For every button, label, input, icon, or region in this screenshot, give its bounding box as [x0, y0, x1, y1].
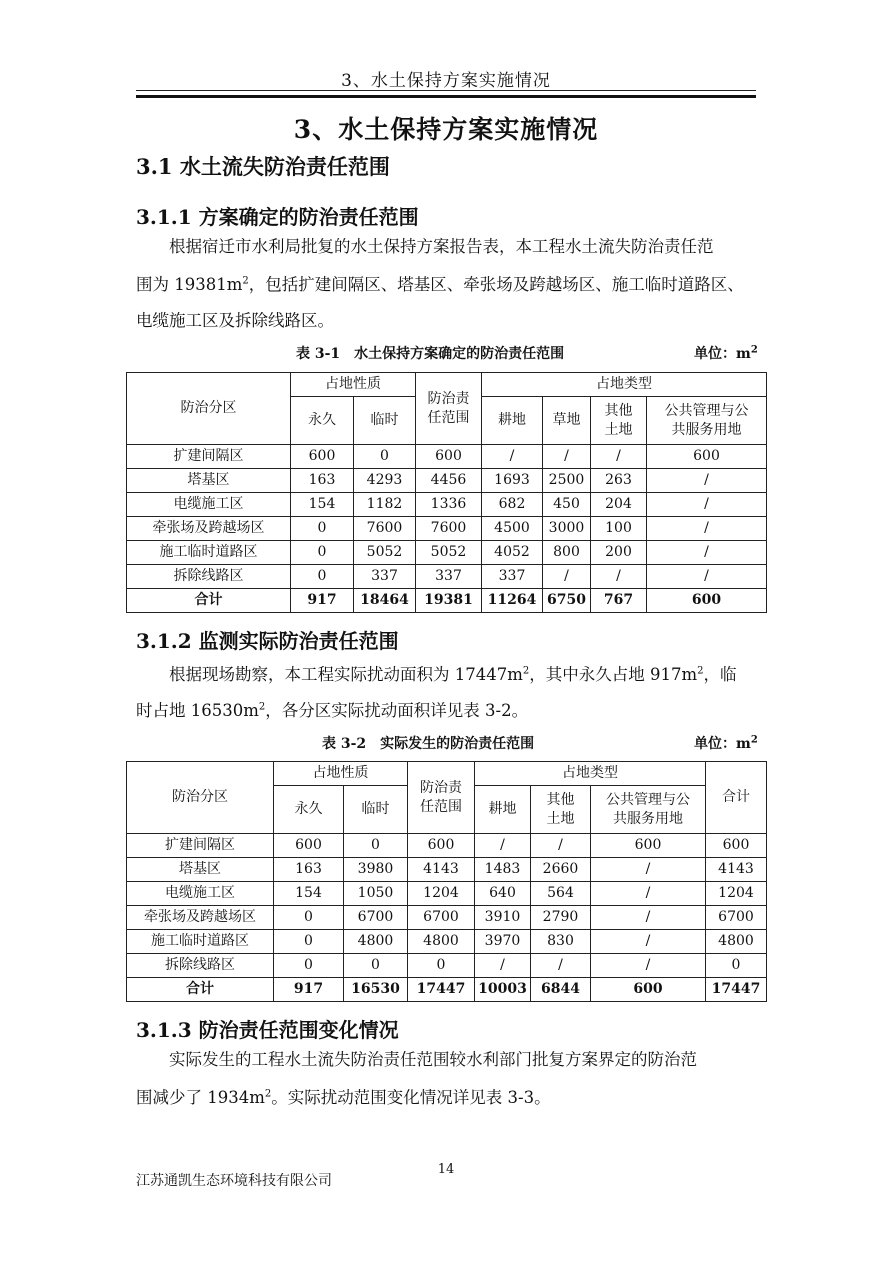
- table2-header-nature: 占地性质: [274, 762, 408, 786]
- table-cell: /: [543, 565, 591, 589]
- table-cell: 200: [591, 541, 647, 565]
- table-cell: 7600: [354, 517, 416, 541]
- table2-header-zone: 防治分区: [127, 762, 274, 834]
- table-row: [127, 565, 767, 589]
- table2: [126, 761, 767, 1002]
- table-cell: /: [591, 954, 706, 978]
- table-cell: /: [591, 930, 706, 954]
- table-total-row: [127, 978, 767, 1002]
- table1-header-permanent: 永久: [291, 397, 354, 445]
- table-cell: /: [591, 906, 706, 930]
- table-cell: 154: [291, 493, 354, 517]
- table-cell: 17447: [408, 978, 475, 1002]
- table-cell: 0: [274, 954, 344, 978]
- table-cell: /: [647, 469, 767, 493]
- table-cell: 6750: [543, 589, 591, 613]
- table-row: [127, 541, 767, 565]
- paragraph-3-1-2-line1: 根据现场勘察，本工程实际扰动面积为 $17447m^2$，其中永久占地 $917m^2$，临: [169, 665, 737, 684]
- table-row: [127, 469, 767, 493]
- table-cell: 4800: [344, 930, 408, 954]
- table1-header-nature: 占地性质: [291, 373, 416, 397]
- table-cell: 564: [531, 882, 591, 906]
- table1-header-temporary: 临时: [354, 397, 416, 445]
- table1-header-scope: 防治责 任范围: [416, 373, 482, 445]
- table1-header-landtype: 占地类型: [482, 373, 767, 397]
- table-cell: 600: [647, 445, 767, 469]
- header-rule-thick: [136, 95, 756, 98]
- table1-header-zone: 防治分区: [127, 373, 291, 445]
- paragraph-3-1-1-line1: 根据宿迁市水利局批复的水土保持方案报告表，本工程水土流失防治责任范: [169, 237, 714, 256]
- table-cell: /: [475, 954, 531, 978]
- table-cell: 4800: [706, 930, 767, 954]
- table-cell: 拆除线路区: [127, 954, 274, 978]
- table-cell: 6844: [531, 978, 591, 1002]
- table-cell: 600: [274, 834, 344, 858]
- table-cell: 施工临时道路区: [127, 930, 274, 954]
- table-cell: 6700: [408, 906, 475, 930]
- table2-unit: 单位：$m^2$: [694, 734, 758, 752]
- section-heading-3-1-1: 3.1.1 方案确定的防治责任范围: [136, 205, 419, 229]
- paragraph-3-1-3-line2: 围减少了 $1934m^2$。实际扰动范围变化情况详见表 3-3。: [136, 1088, 551, 1107]
- table-cell: 100: [591, 517, 647, 541]
- table-cell: 0: [274, 930, 344, 954]
- table-cell: 1483: [475, 858, 531, 882]
- table-total-row: [127, 589, 767, 613]
- section-heading-3-1-2: 3.1.2 监测实际防治责任范围: [136, 629, 399, 653]
- table-cell: 2790: [531, 906, 591, 930]
- table-row: [127, 445, 767, 469]
- table-cell: 0: [291, 517, 354, 541]
- table-cell: 163: [274, 858, 344, 882]
- table1-header-grassland: 草地: [543, 397, 591, 445]
- table-cell: 600: [416, 445, 482, 469]
- table-row: [127, 930, 767, 954]
- table-row: [127, 834, 767, 858]
- table1-unit: 单位：$m^2$: [694, 344, 758, 362]
- table-cell: 450: [543, 493, 591, 517]
- table-cell: 204: [591, 493, 647, 517]
- table-cell: 5052: [416, 541, 482, 565]
- table2-header-total: 合计: [706, 762, 767, 834]
- table-cell: 6700: [706, 906, 767, 930]
- table-cell: 16530: [344, 978, 408, 1002]
- table-cell: 6700: [344, 906, 408, 930]
- table1-header-other: 其他 土地: [591, 397, 647, 445]
- table-cell: 4500: [482, 517, 543, 541]
- table2-header-scope: 防治责 任范围: [408, 762, 475, 834]
- paragraph-3-1-1-line2: 围为 $19381m^2$，包括扩建间隔区、塔基区、牵张场及跨越场区、施工临时道路区、: [136, 275, 744, 294]
- table-cell: 5052: [354, 541, 416, 565]
- table-cell: 800: [543, 541, 591, 565]
- table-cell: 3970: [475, 930, 531, 954]
- table-cell: 电缆施工区: [127, 493, 291, 517]
- table-cell: 0: [408, 954, 475, 978]
- table-cell: 18464: [354, 589, 416, 613]
- table-cell: 牵张场及跨越场区: [127, 906, 274, 930]
- section-heading-3-1-3: 3.1.3 防治责任范围变化情况: [136, 1018, 399, 1042]
- table2-header-public: 公共管理与公 共服务用地: [591, 786, 706, 834]
- table-cell: 合计: [127, 589, 291, 613]
- table1-header-public: 公共管理与公 共服务用地: [647, 397, 767, 445]
- table-cell: 337: [416, 565, 482, 589]
- table-cell: 600: [647, 589, 767, 613]
- table-cell: 1182: [354, 493, 416, 517]
- table-row: [127, 906, 767, 930]
- table-cell: 11264: [482, 589, 543, 613]
- table-cell: 0: [291, 541, 354, 565]
- table-cell: 19381: [416, 589, 482, 613]
- table-cell: 3910: [475, 906, 531, 930]
- paragraph-3-1-3-line1: 实际发生的工程水土流失防治责任范围较水利部门批复方案界定的防治范: [169, 1050, 697, 1069]
- table-cell: /: [591, 445, 647, 469]
- table-cell: 263: [591, 469, 647, 493]
- running-header: 3、水土保持方案实施情况: [341, 71, 551, 91]
- table-cell: 拆除线路区: [127, 565, 291, 589]
- table-cell: 600: [591, 834, 706, 858]
- table2-header-permanent: 永久: [274, 786, 344, 834]
- table-cell: 917: [291, 589, 354, 613]
- table-cell: /: [647, 565, 767, 589]
- table-cell: 600: [591, 978, 706, 1002]
- table-cell: 2500: [543, 469, 591, 493]
- table-cell: 电缆施工区: [127, 882, 274, 906]
- table-cell: 0: [354, 445, 416, 469]
- paragraph-3-1-2-line2: 时占地 $16530m^2$，各分区实际扰动面积详见表 3-2。: [136, 701, 529, 720]
- table-cell: 3000: [543, 517, 591, 541]
- table-cell: 4456: [416, 469, 482, 493]
- table-cell: /: [482, 445, 543, 469]
- table-cell: 767: [591, 589, 647, 613]
- table2-header-other: 其他 土地: [531, 786, 591, 834]
- table-cell: 牵张场及跨越场区: [127, 517, 291, 541]
- table-cell: 3980: [344, 858, 408, 882]
- table-cell: 0: [291, 565, 354, 589]
- table-cell: 0: [344, 954, 408, 978]
- table2-header-farmland: 耕地: [475, 786, 531, 834]
- table-cell: /: [531, 834, 591, 858]
- table-cell: /: [591, 882, 706, 906]
- table-cell: 7600: [416, 517, 482, 541]
- table-cell: 合计: [127, 978, 274, 1002]
- table-cell: 600: [706, 834, 767, 858]
- table-cell: /: [647, 541, 767, 565]
- table-cell: 1204: [706, 882, 767, 906]
- table-row: [127, 858, 767, 882]
- table-cell: /: [647, 517, 767, 541]
- table-cell: 2660: [531, 858, 591, 882]
- table-cell: 337: [482, 565, 543, 589]
- table-cell: 830: [531, 930, 591, 954]
- table-cell: 600: [408, 834, 475, 858]
- page-number: 14: [437, 1162, 455, 1177]
- header-rule-thin: [136, 90, 756, 91]
- table-cell: /: [647, 493, 767, 517]
- table-cell: 10003: [475, 978, 531, 1002]
- table-cell: /: [475, 834, 531, 858]
- table-row: [127, 882, 767, 906]
- table-cell: 扩建间隔区: [127, 834, 274, 858]
- table-row: [127, 954, 767, 978]
- table-cell: 1693: [482, 469, 543, 493]
- table-cell: 4143: [408, 858, 475, 882]
- table-cell: 扩建间隔区: [127, 445, 291, 469]
- table-cell: 1336: [416, 493, 482, 517]
- table-cell: 640: [475, 882, 531, 906]
- table-cell: 154: [274, 882, 344, 906]
- table-cell: /: [591, 858, 706, 882]
- table-cell: 600: [291, 445, 354, 469]
- table2-caption: 表 3-2 实际发生的防治责任范围: [322, 736, 535, 752]
- table2-header-landtype: 占地类型: [475, 762, 706, 786]
- table-cell: 施工临时道路区: [127, 541, 291, 565]
- table-cell: 0: [706, 954, 767, 978]
- table1-header-farmland: 耕地: [482, 397, 543, 445]
- table-cell: 1050: [344, 882, 408, 906]
- table-cell: 1204: [408, 882, 475, 906]
- table-cell: 4052: [482, 541, 543, 565]
- table-cell: /: [591, 565, 647, 589]
- footer-company: 江苏通凯生态环境科技有限公司: [136, 1173, 332, 1189]
- section-heading-3-1: 3.1 水土流失防治责任范围: [136, 154, 390, 179]
- table-cell: /: [531, 954, 591, 978]
- table-cell: 337: [354, 565, 416, 589]
- table2-header-temporary: 临时: [344, 786, 408, 834]
- table1: [126, 372, 767, 613]
- table-cell: 塔基区: [127, 469, 291, 493]
- table-cell: /: [543, 445, 591, 469]
- table-cell: 163: [291, 469, 354, 493]
- chapter-title: 3、水土保持方案实施情况: [293, 115, 599, 144]
- table1-caption: 表 3-1 水土保持方案确定的防治责任范围: [296, 346, 565, 362]
- table-cell: 17447: [706, 978, 767, 1002]
- table-cell: 0: [274, 906, 344, 930]
- table-row: [127, 517, 767, 541]
- table-cell: 塔基区: [127, 858, 274, 882]
- table-row: [127, 493, 767, 517]
- paragraph-3-1-1-line3: 电缆施工区及拆除线路区。: [136, 311, 334, 330]
- table-cell: 4143: [706, 858, 767, 882]
- table-cell: 682: [482, 493, 543, 517]
- table-cell: 4293: [354, 469, 416, 493]
- table-cell: 0: [344, 834, 408, 858]
- table-cell: 4800: [408, 930, 475, 954]
- table-cell: 917: [274, 978, 344, 1002]
